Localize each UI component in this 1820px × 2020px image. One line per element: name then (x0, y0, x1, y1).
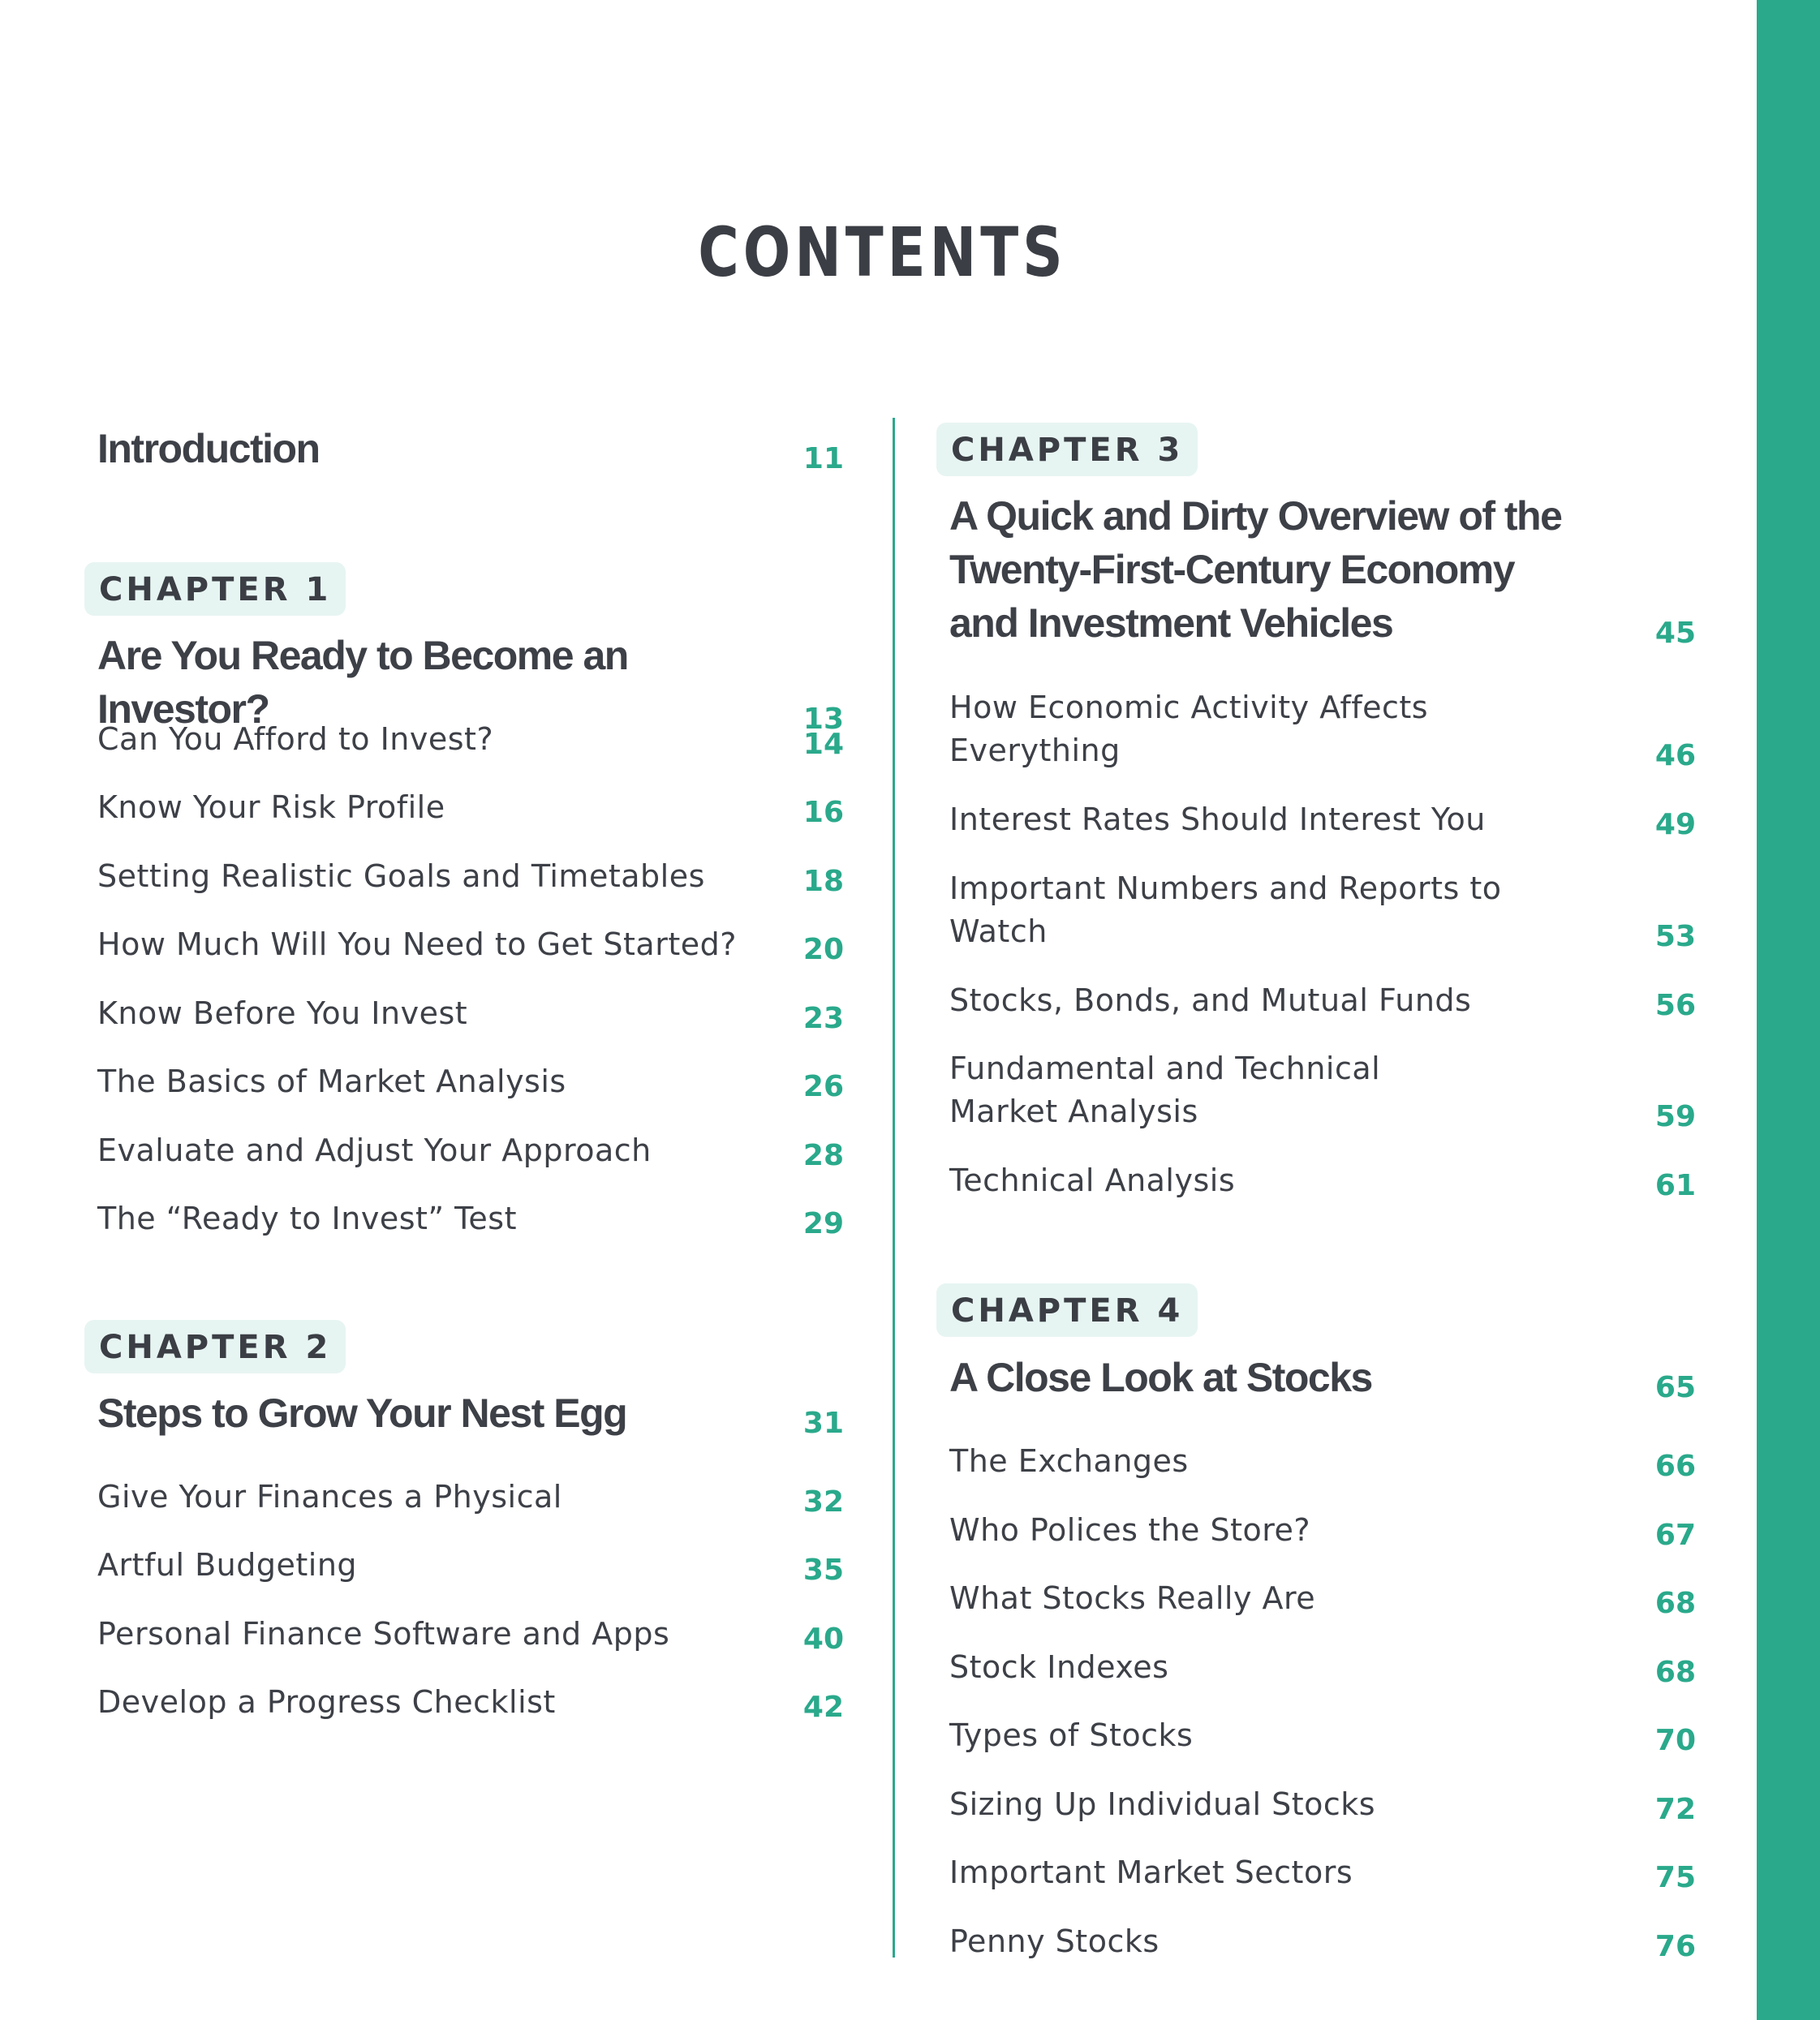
chapter-1-title: Are You Ready to Become an Investor? (97, 633, 628, 732)
section-page: 49 (1654, 808, 1696, 841)
section-page: 29 (802, 1207, 844, 1240)
section-page: 61 (1654, 1169, 1696, 1202)
toc-entry[interactable] (97, 1544, 844, 1587)
introduction-page: 11 (802, 442, 844, 475)
chapter-3-tag: CHAPTER 3 (936, 423, 1198, 476)
section-page: 35 (802, 1554, 844, 1587)
section-page: 56 (1654, 989, 1696, 1022)
chapter-2-heading[interactable] (97, 1386, 844, 1440)
section-title: Know Your Risk Profile (97, 789, 445, 825)
toc-entry[interactable] (949, 1646, 1696, 1689)
toc-entry[interactable] (949, 867, 1696, 953)
toc-entry[interactable] (949, 686, 1696, 772)
toc-entry[interactable] (949, 1714, 1696, 1757)
section-title: Can You Afford to Invest? (97, 721, 494, 757)
section-title: How Economic Activity Affects Everything (949, 690, 1429, 768)
toc-entry[interactable] (949, 979, 1696, 1022)
section-title: The “Ready to Invest” Test (97, 1201, 518, 1236)
section-title: Sizing Up Individual Stocks (949, 1786, 1376, 1822)
section-page: 72 (1654, 1793, 1696, 1826)
toc-entry[interactable] (97, 1197, 844, 1240)
chapter-2-tag: CHAPTER 2 (84, 1320, 346, 1373)
section-page: 42 (802, 1691, 844, 1724)
section-page: 70 (1654, 1724, 1696, 1757)
section-title: Penny Stocks (949, 1923, 1160, 1959)
toc-entry[interactable] (949, 798, 1696, 841)
toc-entry[interactable] (97, 1060, 844, 1103)
section-page: 18 (802, 865, 844, 898)
section-page: 14 (802, 728, 844, 761)
toc-entry[interactable] (949, 1440, 1696, 1483)
section-title: How Much Will You Need to Get Started? (97, 926, 737, 962)
section-title: Technical Analysis (949, 1163, 1236, 1198)
chapter-2-page: 31 (802, 1407, 844, 1440)
section-page: 26 (802, 1070, 844, 1103)
toc-entry[interactable] (97, 855, 844, 898)
toc-entry[interactable] (949, 1851, 1696, 1894)
section-title: Know Before You Invest (97, 995, 468, 1031)
chapter-3-title: A Quick and Dirty Overview of the Twenty-First-Century Economy and Investment Vehicles (949, 493, 1562, 646)
chapter-3-heading[interactable] (949, 489, 1696, 650)
section-page: 66 (1654, 1450, 1696, 1483)
column-divider (893, 418, 895, 1958)
section-page: 28 (802, 1139, 844, 1172)
toc-entry[interactable] (949, 1047, 1696, 1133)
toc-entry[interactable] (97, 1613, 844, 1656)
section-title: Important Market Sectors (949, 1855, 1353, 1890)
introduction-title: Introduction (97, 426, 320, 471)
toc-entry[interactable] (97, 1476, 844, 1519)
toc-entry[interactable] (949, 1159, 1696, 1202)
side-accent-stripe (1757, 0, 1820, 2020)
section-page: 68 (1654, 1587, 1696, 1620)
chapter-4-title: A Close Look at Stocks (949, 1355, 1372, 1400)
chapter-1-page: 13 (802, 703, 844, 736)
toc-entry[interactable] (949, 1509, 1696, 1552)
section-title: Important Numbers and Reports to Watch (949, 870, 1502, 949)
section-title: Who Polices the Store? (949, 1512, 1311, 1548)
toc-entry[interactable] (97, 992, 844, 1035)
chapter-4-page: 65 (1654, 1371, 1696, 1404)
section-title: Evaluate and Adjust Your Approach (97, 1132, 652, 1168)
section-title: Stock Indexes (949, 1649, 1169, 1685)
toc-entry-introduction[interactable] (97, 422, 844, 475)
section-title: Give Your Finances a Physical (97, 1479, 562, 1515)
section-title: Artful Budgeting (97, 1547, 358, 1583)
section-title: The Basics of Market Analysis (97, 1064, 566, 1099)
toc-entry[interactable] (949, 1577, 1696, 1620)
toc-entry[interactable] (949, 1783, 1696, 1826)
section-page: 53 (1654, 920, 1696, 953)
section-title: The Exchanges (949, 1443, 1189, 1479)
chapter-4-heading[interactable] (949, 1351, 1696, 1404)
chapter-3-page: 45 (1654, 617, 1696, 650)
section-page: 68 (1654, 1656, 1696, 1689)
section-page: 16 (802, 796, 844, 829)
toc-entry[interactable] (97, 1681, 844, 1724)
section-title: Stocks, Bonds, and Mutual Funds (949, 982, 1472, 1018)
section-page: 59 (1654, 1100, 1696, 1133)
toc-entry[interactable] (97, 923, 844, 966)
section-title: What Stocks Really Are (949, 1580, 1316, 1616)
section-title: Fundamental and Technical Market Analysis (949, 1051, 1381, 1129)
chapter-2-title: Steps to Grow Your Nest Egg (97, 1390, 627, 1436)
toc-entry[interactable] (97, 786, 844, 829)
section-page: 76 (1654, 1930, 1696, 1963)
section-title: Interest Rates Should Interest You (949, 802, 1486, 837)
section-page: 40 (802, 1622, 844, 1656)
section-page: 67 (1654, 1519, 1696, 1552)
section-page: 32 (802, 1485, 844, 1519)
section-title: Develop a Progress Checklist (97, 1684, 556, 1720)
section-title: Setting Realistic Goals and Timetables (97, 858, 705, 894)
section-page: 46 (1654, 739, 1696, 772)
toc-entry[interactable] (97, 1129, 844, 1172)
section-page: 23 (802, 1002, 844, 1035)
chapter-4-tag: CHAPTER 4 (936, 1283, 1198, 1337)
toc-entry[interactable] (949, 1920, 1696, 1963)
chapter-1-tag: CHAPTER 1 (84, 562, 346, 616)
section-page: 20 (802, 933, 844, 966)
section-page: 75 (1654, 1861, 1696, 1894)
toc-entry[interactable] (97, 718, 844, 761)
section-title: Types of Stocks (949, 1717, 1194, 1753)
section-title: Personal Finance Software and Apps (97, 1616, 670, 1652)
page-title: CONTENTS (698, 213, 1067, 292)
